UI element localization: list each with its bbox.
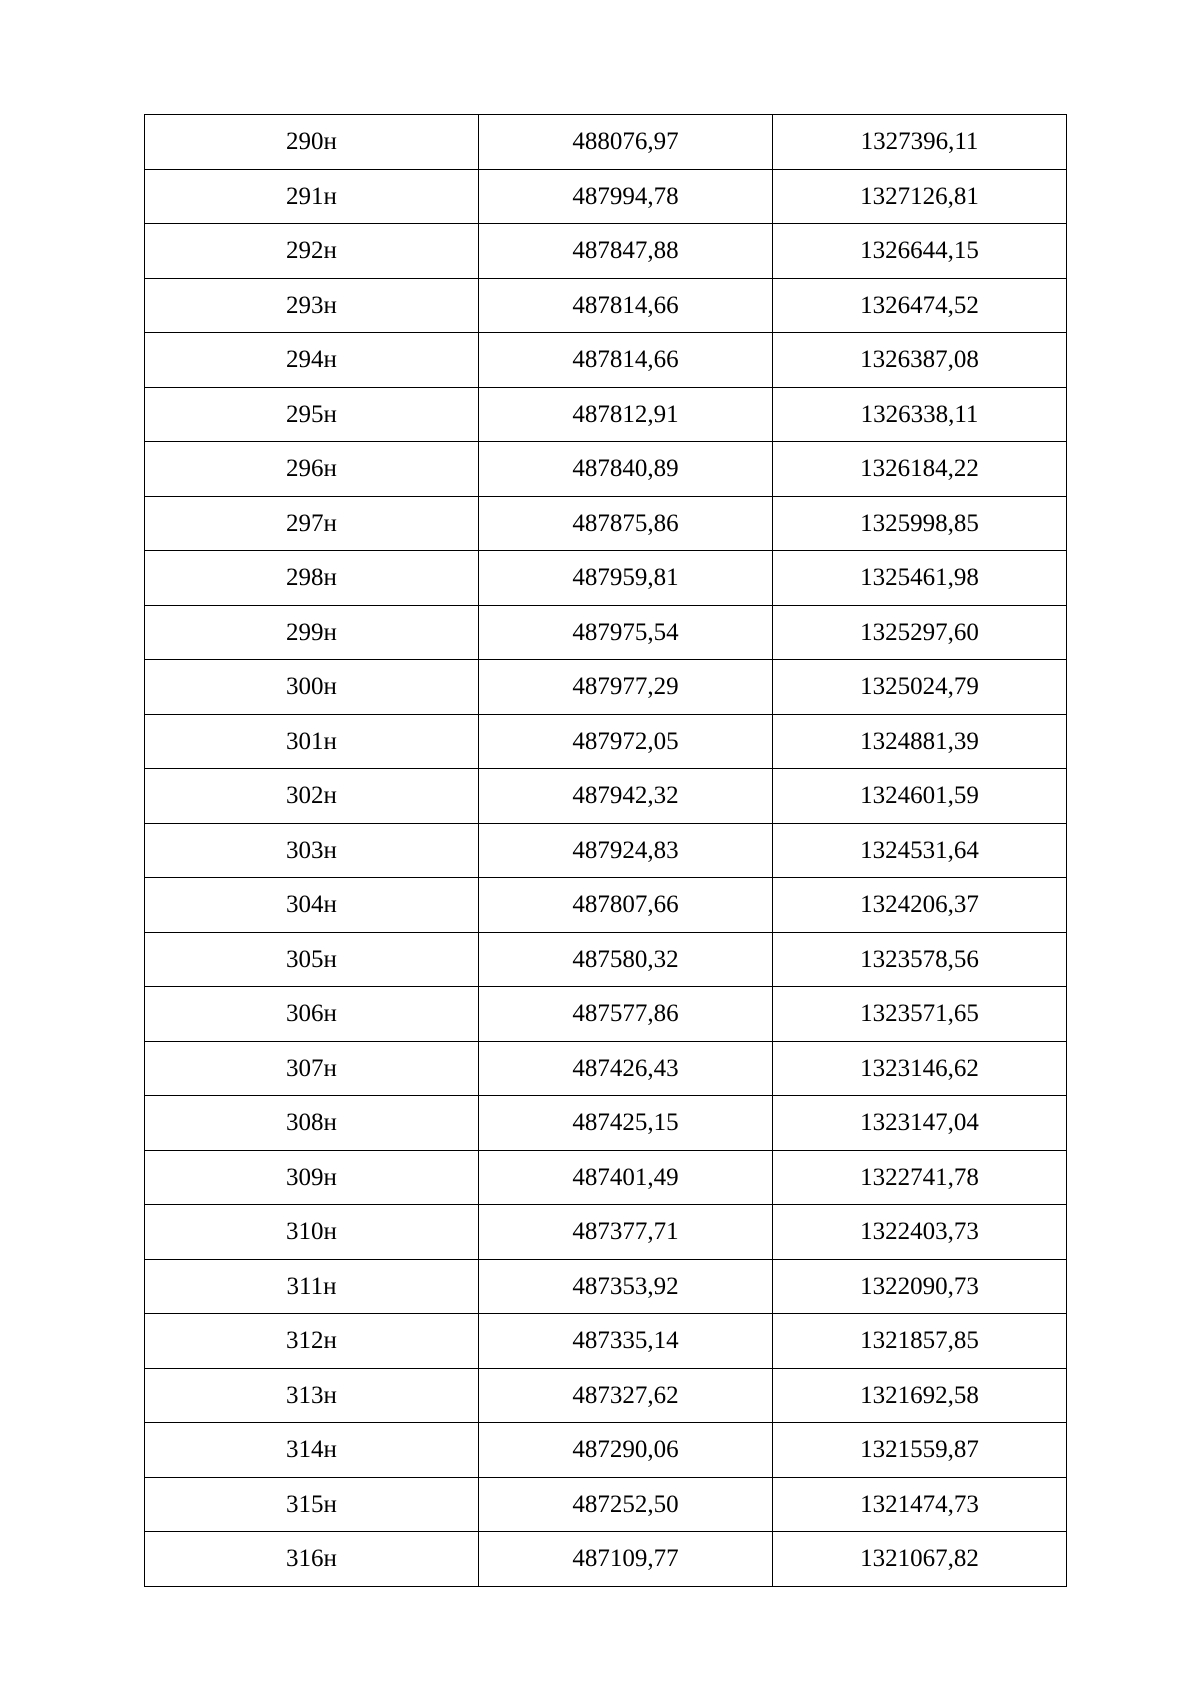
point-number-cell: 311н <box>145 1259 479 1314</box>
table-row <box>145 714 1067 769</box>
point-number-cell: 313н <box>145 1368 479 1423</box>
y-coordinate-cell: 1325024,79 <box>773 660 1067 715</box>
point-number-cell: 306н <box>145 987 479 1042</box>
table-row <box>145 1368 1067 1423</box>
point-number-cell: 316н <box>145 1532 479 1587</box>
y-coordinate-cell: 1326387,08 <box>773 333 1067 388</box>
y-coordinate-cell: 1327396,11 <box>773 115 1067 170</box>
y-coordinate-cell: 1325998,85 <box>773 496 1067 551</box>
coordinates-table-body <box>145 115 1067 1587</box>
y-coordinate-cell: 1323578,56 <box>773 932 1067 987</box>
y-coordinate-cell: 1323146,62 <box>773 1041 1067 1096</box>
table-row <box>145 496 1067 551</box>
y-coordinate-cell: 1324531,64 <box>773 823 1067 878</box>
table-row <box>145 333 1067 388</box>
point-number-cell: 299н <box>145 605 479 660</box>
table-row <box>145 878 1067 933</box>
table-row <box>145 1314 1067 1369</box>
y-coordinate-cell: 1325297,60 <box>773 605 1067 660</box>
point-number-cell: 294н <box>145 333 479 388</box>
table-row <box>145 169 1067 224</box>
x-coordinate-cell: 488076,97 <box>479 115 773 170</box>
point-number-cell: 296н <box>145 442 479 497</box>
x-coordinate-cell: 487377,71 <box>479 1205 773 1260</box>
x-coordinate-cell: 487425,15 <box>479 1096 773 1151</box>
y-coordinate-cell: 1322090,73 <box>773 1259 1067 1314</box>
point-number-cell: 314н <box>145 1423 479 1478</box>
point-number-cell: 293н <box>145 278 479 333</box>
y-coordinate-cell: 1322403,73 <box>773 1205 1067 1260</box>
x-coordinate-cell: 487353,92 <box>479 1259 773 1314</box>
point-number-cell: 310н <box>145 1205 479 1260</box>
table-row <box>145 1423 1067 1478</box>
x-coordinate-cell: 487942,32 <box>479 769 773 824</box>
x-coordinate-cell: 487875,86 <box>479 496 773 551</box>
coordinates-table <box>144 114 1067 1587</box>
table-row <box>145 224 1067 279</box>
point-number-cell: 307н <box>145 1041 479 1096</box>
x-coordinate-cell: 487977,29 <box>479 660 773 715</box>
table-row <box>145 442 1067 497</box>
table-row <box>145 387 1067 442</box>
y-coordinate-cell: 1321857,85 <box>773 1314 1067 1369</box>
y-coordinate-cell: 1321067,82 <box>773 1532 1067 1587</box>
table-row <box>145 932 1067 987</box>
y-coordinate-cell: 1322741,78 <box>773 1150 1067 1205</box>
point-number-cell: 303н <box>145 823 479 878</box>
point-number-cell: 308н <box>145 1096 479 1151</box>
table-row <box>145 1477 1067 1532</box>
table-row <box>145 987 1067 1042</box>
y-coordinate-cell: 1321692,58 <box>773 1368 1067 1423</box>
y-coordinate-cell: 1326644,15 <box>773 224 1067 279</box>
y-coordinate-cell: 1327126,81 <box>773 169 1067 224</box>
x-coordinate-cell: 487109,77 <box>479 1532 773 1587</box>
point-number-cell: 297н <box>145 496 479 551</box>
x-coordinate-cell: 487847,88 <box>479 224 773 279</box>
y-coordinate-cell: 1321559,87 <box>773 1423 1067 1478</box>
x-coordinate-cell: 487290,06 <box>479 1423 773 1478</box>
table-row <box>145 1096 1067 1151</box>
x-coordinate-cell: 487975,54 <box>479 605 773 660</box>
y-coordinate-cell: 1323571,65 <box>773 987 1067 1042</box>
table-row <box>145 278 1067 333</box>
x-coordinate-cell: 487577,86 <box>479 987 773 1042</box>
point-number-cell: 300н <box>145 660 479 715</box>
x-coordinate-cell: 487327,62 <box>479 1368 773 1423</box>
x-coordinate-cell: 487252,50 <box>479 1477 773 1532</box>
table-row <box>145 551 1067 606</box>
y-coordinate-cell: 1324881,39 <box>773 714 1067 769</box>
point-number-cell: 292н <box>145 224 479 279</box>
table-row <box>145 769 1067 824</box>
point-number-cell: 315н <box>145 1477 479 1532</box>
y-coordinate-cell: 1326474,52 <box>773 278 1067 333</box>
point-number-cell: 304н <box>145 878 479 933</box>
x-coordinate-cell: 487807,66 <box>479 878 773 933</box>
y-coordinate-cell: 1325461,98 <box>773 551 1067 606</box>
y-coordinate-cell: 1326338,11 <box>773 387 1067 442</box>
point-number-cell: 312н <box>145 1314 479 1369</box>
y-coordinate-cell: 1323147,04 <box>773 1096 1067 1151</box>
y-coordinate-cell: 1324601,59 <box>773 769 1067 824</box>
table-row <box>145 1150 1067 1205</box>
x-coordinate-cell: 487335,14 <box>479 1314 773 1369</box>
point-number-cell: 291н <box>145 169 479 224</box>
table-row <box>145 1259 1067 1314</box>
table-row <box>145 1532 1067 1587</box>
x-coordinate-cell: 487812,91 <box>479 387 773 442</box>
x-coordinate-cell: 487959,81 <box>479 551 773 606</box>
table-row <box>145 115 1067 170</box>
x-coordinate-cell: 487840,89 <box>479 442 773 497</box>
x-coordinate-cell: 487580,32 <box>479 932 773 987</box>
x-coordinate-cell: 487401,49 <box>479 1150 773 1205</box>
table-row <box>145 1041 1067 1096</box>
x-coordinate-cell: 487426,43 <box>479 1041 773 1096</box>
point-number-cell: 295н <box>145 387 479 442</box>
point-number-cell: 290н <box>145 115 479 170</box>
x-coordinate-cell: 487814,66 <box>479 333 773 388</box>
point-number-cell: 302н <box>145 769 479 824</box>
y-coordinate-cell: 1321474,73 <box>773 1477 1067 1532</box>
x-coordinate-cell: 487924,83 <box>479 823 773 878</box>
table-row <box>145 605 1067 660</box>
y-coordinate-cell: 1326184,22 <box>773 442 1067 497</box>
table-row <box>145 1205 1067 1260</box>
table-row <box>145 823 1067 878</box>
point-number-cell: 309н <box>145 1150 479 1205</box>
x-coordinate-cell: 487814,66 <box>479 278 773 333</box>
x-coordinate-cell: 487994,78 <box>479 169 773 224</box>
x-coordinate-cell: 487972,05 <box>479 714 773 769</box>
point-number-cell: 301н <box>145 714 479 769</box>
point-number-cell: 298н <box>145 551 479 606</box>
point-number-cell: 305н <box>145 932 479 987</box>
y-coordinate-cell: 1324206,37 <box>773 878 1067 933</box>
table-row <box>145 660 1067 715</box>
